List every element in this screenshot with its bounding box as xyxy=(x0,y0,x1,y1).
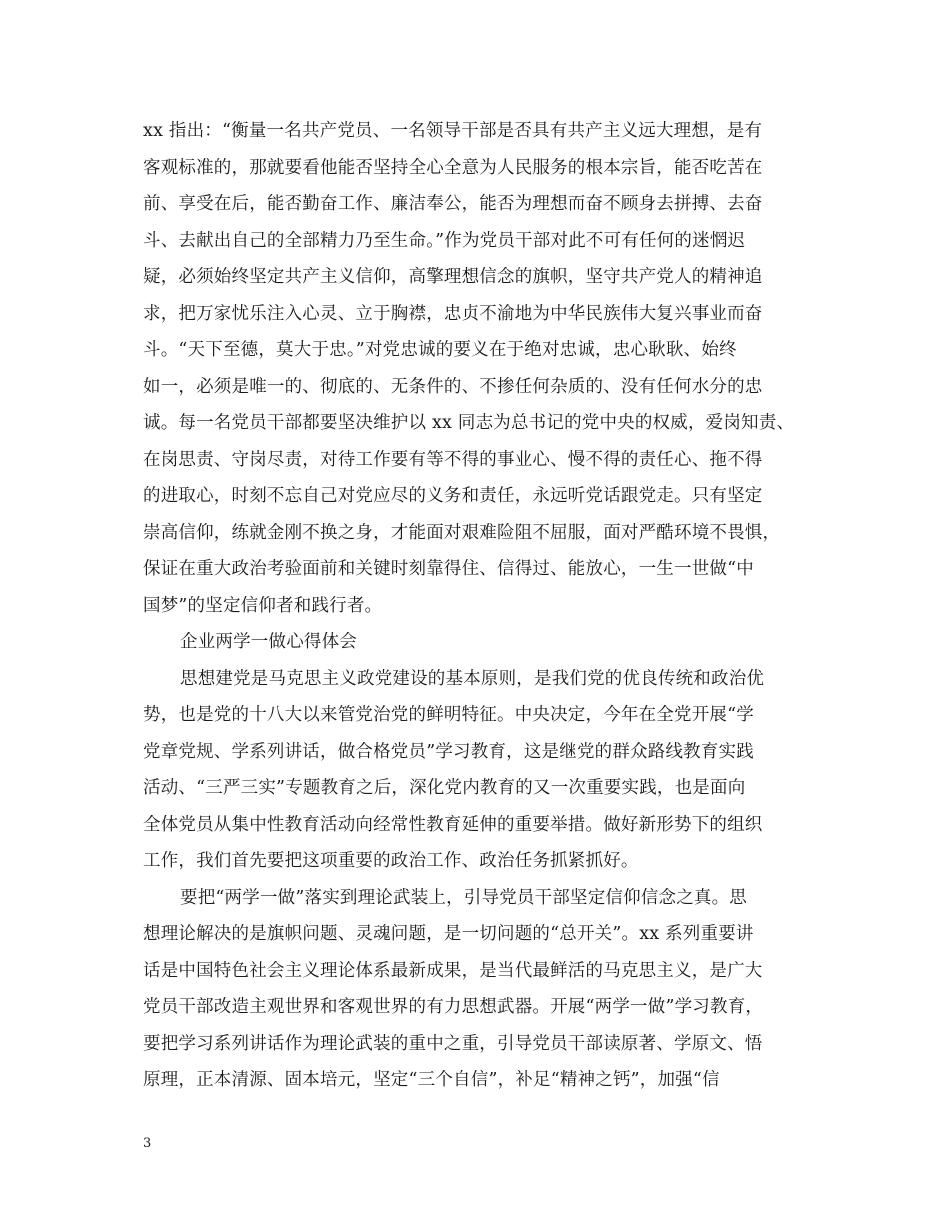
text-line: 思想建党是马克思主义政党建设的基本原则，是我们党的优良传统和政治优 xyxy=(180,668,765,689)
text-line: 的进取心，时刻不忘自己对党应尽的义务和责任，永远听党话跟党走。只有坚定 xyxy=(143,486,763,506)
text-line: 工作，我们首先要把这项重要的政治工作、政治任务抓紧抓好。 xyxy=(143,851,639,871)
body-text xyxy=(143,113,815,1099)
text-line: 想理论解决的是旗帜问题、灵魂问题，是一切问题的“总开关”。xx 系列重要讲 xyxy=(143,924,754,944)
page-number: 3 xyxy=(143,1136,152,1151)
text-line: 前、享受在后，能否勤奋工作、廉洁奉公，能否为理想而奋不顾身去拼搏、去奋 xyxy=(143,194,763,214)
text-line: 党员干部改造主观世界和客观世界的有力思想武器。开展“两学一做”学习教育， xyxy=(143,997,764,1017)
text-line: 势，也是党的十八大以来管党治党的鲜明特征。中央决定，今年在全党开展“学 xyxy=(143,705,754,725)
text-line: 原理，正本清源、固本培元，坚定“三个自信”，补足“精神之钙”，加强“信 xyxy=(143,1070,720,1090)
text-line: 国梦”的坚定信仰者和践行者。 xyxy=(143,595,383,616)
text-line: 疑，必须始终坚定共产主义信仰，高擎理想信念的旗帜，坚守共产党人的精神追 xyxy=(143,267,763,287)
text-line: 如一，必须是唯一的、彻底的、无条件的、不掺任何杂质的、没有任何水分的忠 xyxy=(143,376,763,397)
text-line: 保证在重大政治考验面前和关键时刻靠得住、信得过、能放心，一生一世做“中 xyxy=(143,559,754,579)
text-line: 要把学习系列讲话作为理论武装的重中之重，引导党员干部读原著、学原文、悟 xyxy=(143,1033,763,1054)
text-line: 崇高信仰，练就金刚不换之身，才能面对艰难险阻不屈服，面对严酷环境不畏惧， xyxy=(143,522,781,543)
text-line: 诚。每一名党员干部都要坚决维护以 xx 同志为总书记的党中央的权威，爱岗知责、 xyxy=(143,413,795,433)
text-line: 党章党规、学系列讲话，做合格党员”学习教育，这是继党的群众路线教育实践 xyxy=(143,741,754,762)
text-line: 求，把万家忧乐注入心灵、立于胸襟，忠贞不渝地为中华民族伟大复兴事业而奋 xyxy=(143,303,763,324)
text-line: 在岗思责、守岗尽责，对待工作要有等不得的事业心、慢不得的责任心、拖不得 xyxy=(143,449,763,470)
text-line: xx 指出：“衡量一名共产党员、一名领导干部是否具有共产主义远大理想，是有 xyxy=(143,121,763,141)
text-line: 斗。“天下至德，莫大于忠。”对党忠诚的要义在于绝对忠诚，忠心耿耿、始终 xyxy=(143,340,737,360)
section-heading: 企业两学一做心得体会 xyxy=(180,632,357,652)
text-line: 客观标准的，那就要看他能否坚持全心全意为人民服务的根本宗旨，能否吃苦在 xyxy=(143,157,763,178)
text-line: 话是中国特色社会主义理论体系最新成果，是当代最鲜活的马克思主义，是广大 xyxy=(143,960,763,981)
text-line: 要把“两学一做”落实到理论武装上，引导党员干部坚定信仰信念之真。思 xyxy=(180,887,747,908)
text-line: 全体党员从集中性教育活动向经常性教育延伸的重要举措。做好新形势下的组织 xyxy=(143,814,763,835)
text-line: 斗、去献出自己的全部精力乃至生命。”作为党员干部对此不可有任何的迷惘迟 xyxy=(143,230,746,251)
text-line: 活动、“三严三实”专题教育之后，深化党内教育的又一次重要实践，也是面向 xyxy=(143,778,746,798)
